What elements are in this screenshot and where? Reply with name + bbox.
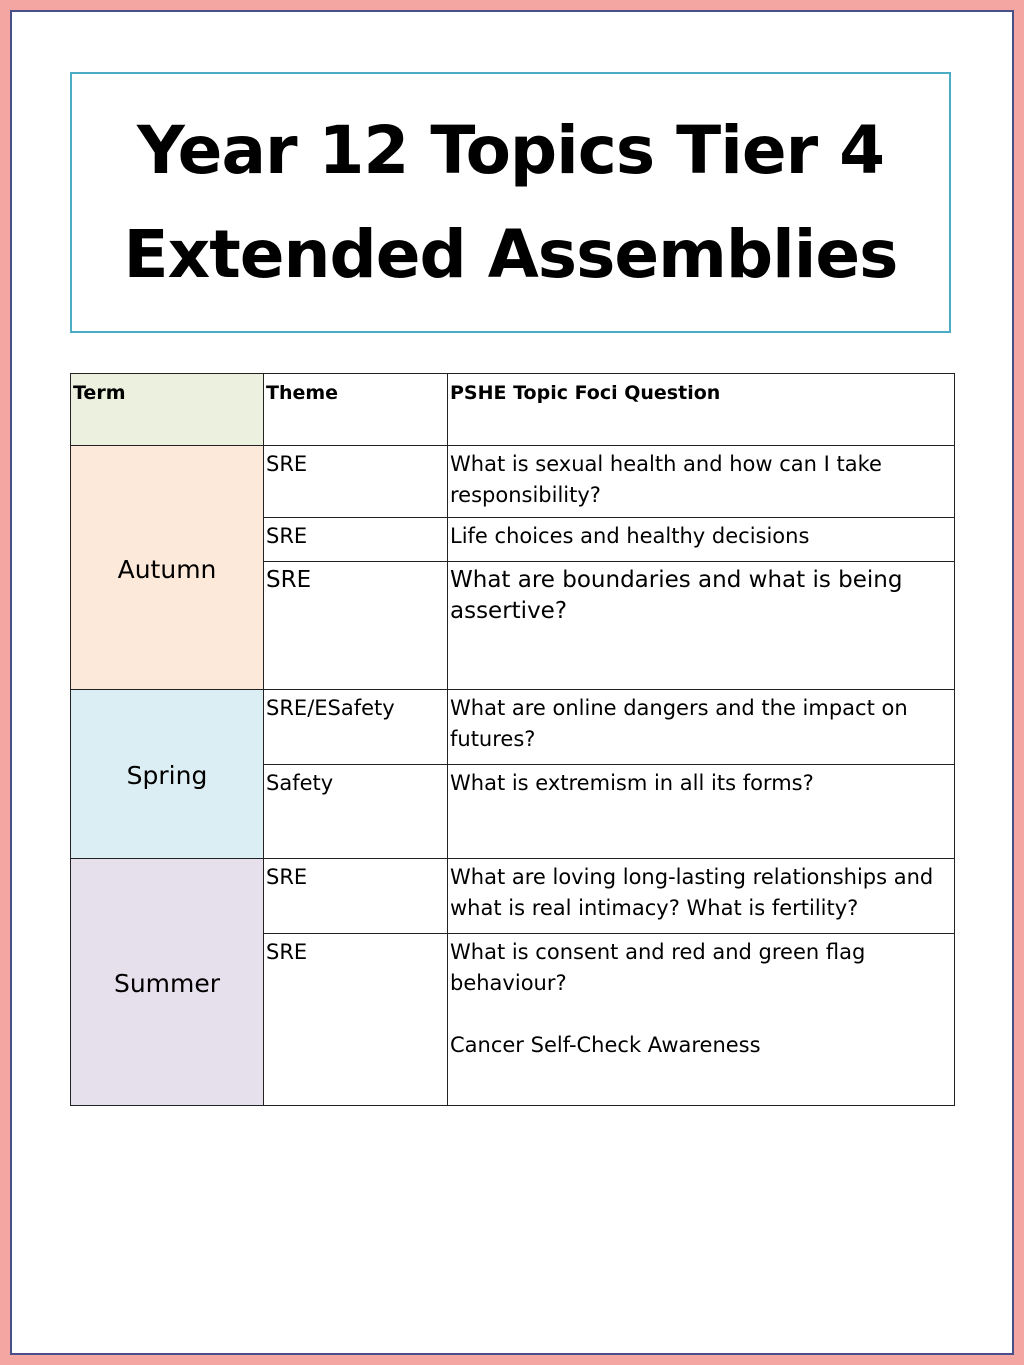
table-row: [71, 690, 955, 765]
theme-cell: SRE: [264, 859, 448, 934]
page-frame: [10, 10, 1014, 1355]
title-box: [70, 72, 951, 333]
question-cell: What is sexual health and how can I take responsibility?: [448, 446, 955, 518]
term-summer: Summer: [71, 859, 264, 1106]
question-cell: [448, 934, 955, 1106]
question-cell: What is extremism in all its forms?: [448, 765, 955, 859]
header-theme: Theme: [264, 374, 448, 446]
question-cell: What are loving long-lasting relationships and what is real intimacy? What is fertility?: [448, 859, 955, 934]
question-cell: What are online dangers and the impact on futures?: [448, 690, 955, 765]
theme-cell: SRE: [264, 518, 448, 562]
table-row: [71, 859, 955, 934]
page-title-line-2: Extended Assemblies: [123, 215, 898, 293]
table-header-row: [71, 374, 955, 446]
page-title-line-1: Year 12 Topics Tier 4: [136, 111, 885, 189]
header-term: Term: [71, 374, 264, 446]
theme-cell: SRE/ESafety: [264, 690, 448, 765]
theme-cell: SRE: [264, 562, 448, 690]
question-cell: Life choices and healthy decisions: [448, 518, 955, 562]
question-text: What is consent and red and green flag behaviour?: [450, 940, 866, 995]
term-spring: Spring: [71, 690, 264, 859]
question-cell: What are boundaries and what is being assertive?: [448, 562, 955, 690]
question-extra-text: Cancer Self-Check Awareness: [450, 1033, 761, 1057]
table-row: [71, 446, 955, 518]
term-autumn: Autumn: [71, 446, 264, 690]
theme-cell: Safety: [264, 765, 448, 859]
theme-cell: SRE: [264, 446, 448, 518]
header-question: PSHE Topic Foci Question: [448, 374, 955, 446]
topics-table: [70, 373, 955, 1106]
theme-cell: SRE: [264, 934, 448, 1106]
